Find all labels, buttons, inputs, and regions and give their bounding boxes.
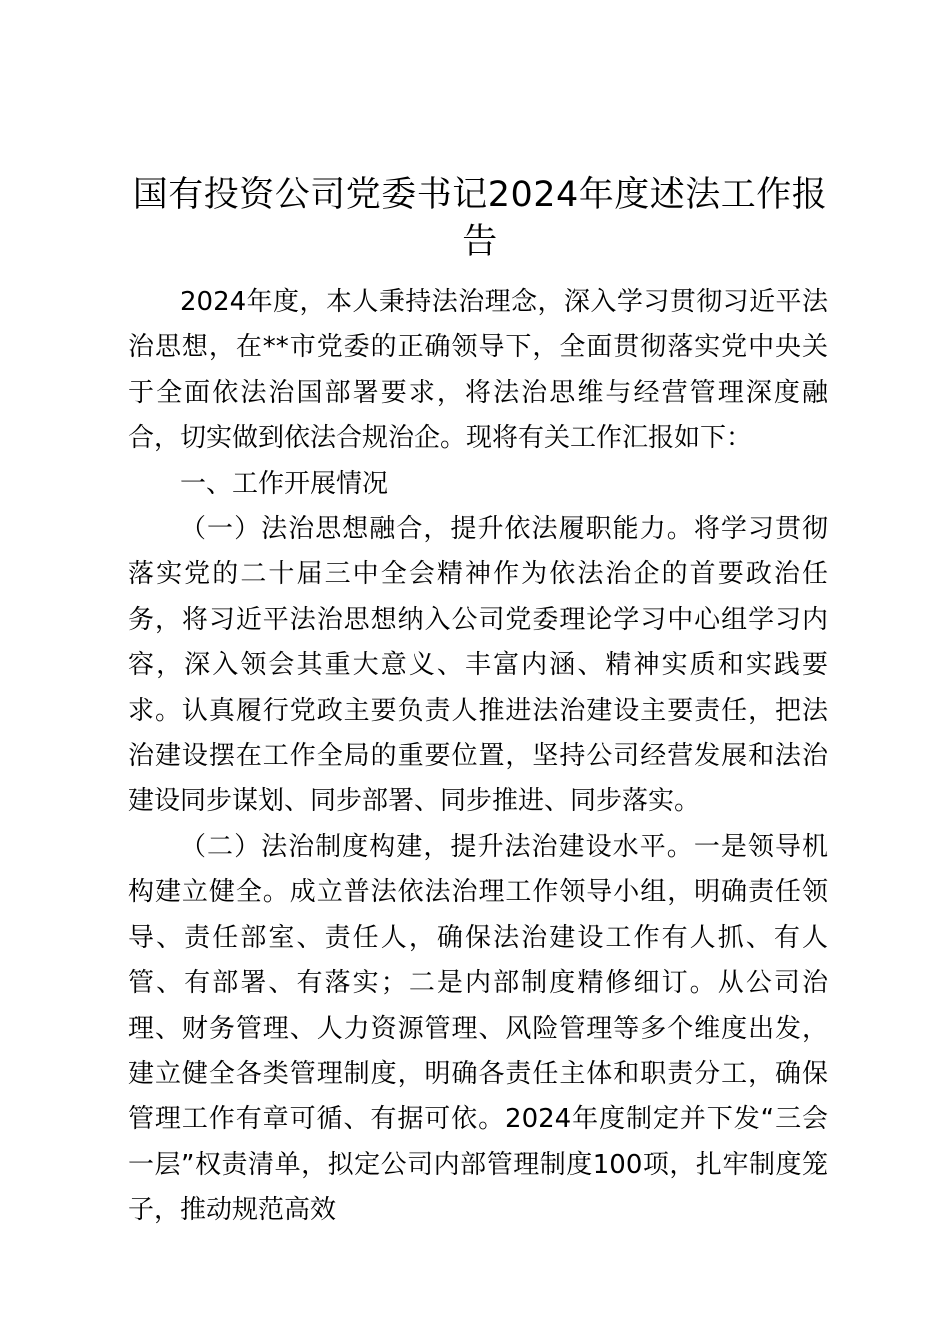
document-title: 国有投资公司党委书记2024年度述法工作报告 (132, 175, 828, 262)
document-body (128, 280, 828, 1234)
section-heading: 一、工作开展情况 (180, 468, 389, 499)
paragraph-item-1: （一）法治思想融合，提升依法履职能力。将学习贯彻落实党的二十届三中全会精神作为依法治企的首要政治任务，将习近平法治思想纳入公司党委理论学习中心组学习内容，深入领会其重大意义、丰富内涵、精神实质和实践要求。认真履行党政主要负责人推进法治建设主要责任，把法治建设摆在工作全局的重要位置，坚持公司经营发展和法治建设同步谋划、同步部署、同步推进、同步落实。 (128, 514, 828, 817)
paragraph-intro: 2024年度，本人秉持法治理念，深入学习贯彻习近平法治思想，在**市党委的正确领导下，全面贯彻落实党中央关于全面依法治国部署要求，将法治思维与经营管理深度融合，切实做到依法合规治企。现将有关工作汇报如下： (128, 287, 828, 454)
paragraph-item-2: （二）法治制度构建，提升法治建设水平。一是领导机构建立健全。成立普法依法治理工作领导小组，明确责任领导、责任部室、责任人，确保法治建设工作有人抓、有人管、有部署、有落实；二是内部制度精修细订。从公司治理、财务管理、人力资源管理、风险管理等多个维度出发，建立健全各类管理制度，明确各责任主体和职责分工，确保管理工作有章可循、有据可依。2024年度制定并下发“三会一层”权责清单，拟定公司内部管理制度100项，扎牢制度笼子，推动规范高效 (128, 831, 828, 1226)
